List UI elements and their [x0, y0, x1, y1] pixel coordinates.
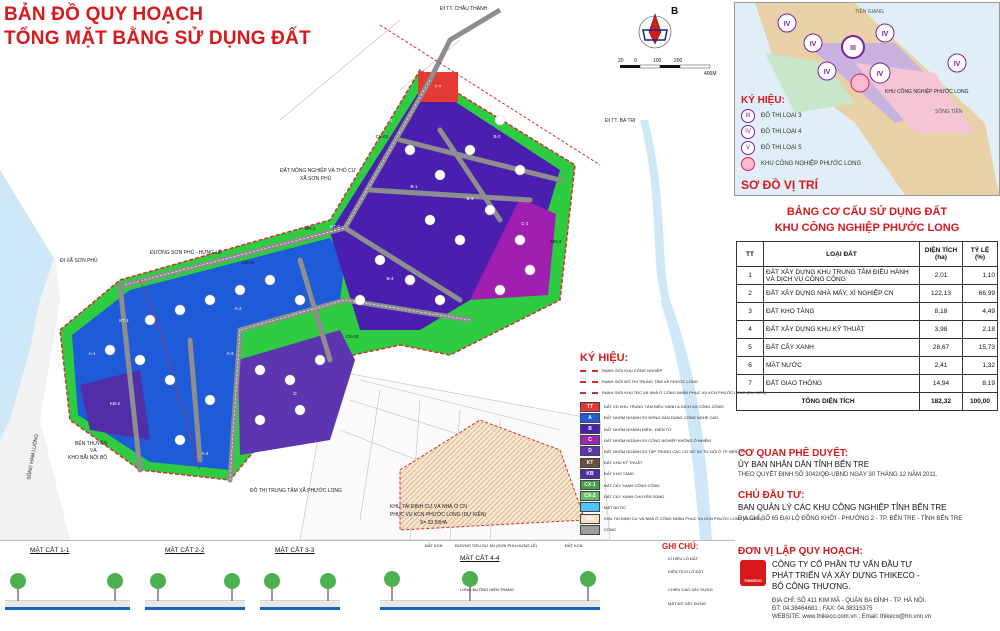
cell-tt: 2: [737, 285, 764, 303]
total-label: TỔNG DIỆN TÍCH: [737, 393, 920, 411]
planner-line-1: CÔNG TY CỔ PHẦN TƯ VẤN ĐẦU TƯ: [772, 560, 913, 569]
map-title-line-2: TỔNG MẶT BẰNG SỬ DỤNG ĐẤT: [4, 28, 311, 49]
label-duong-son-phu: ĐƯỜNG SƠN PHÚ - HƯNG LỄ: [150, 250, 222, 256]
table-row: [737, 375, 998, 393]
legend-swatch: C: [580, 435, 600, 445]
cell-tt: 1: [737, 267, 764, 285]
svg-text:IV: IV: [823, 69, 831, 76]
section-3-label: MẶT CẮT 3-3: [275, 547, 315, 554]
map-legend-item: [580, 491, 664, 501]
cell-loai-dat: ĐẤT XÂY DỰNG KHU TRUNG TÂM ĐIỀU HÀNH VÀ DỊCH VỤ CÔNG CỘNG: [764, 267, 920, 285]
section-4-top-2: ĐƯỜNG TIỂU DỰ ÁN (SƠN PHÚ-HƯNG LỄ): [455, 543, 537, 548]
legend-swatch: CX-2: [580, 491, 600, 501]
table-title-line-1: BẢNG CƠ CẤU SỬ DỤNG ĐẤT: [786, 206, 948, 218]
planner-line-2: PHÁT TRIỂN VÀ XÂY DỰNG THIKECO -: [772, 571, 920, 580]
cell-loai-dat: MẶT NƯỚC: [764, 357, 920, 375]
lot-label-a4: A-4: [201, 451, 209, 456]
map-legend-item: [580, 480, 660, 490]
map-legend-item: [580, 514, 762, 524]
location-legend-title: KÝ HIỆU:: [741, 95, 785, 106]
lot-label-d: D: [293, 391, 297, 396]
legend-label: ĐẤT CÂY XANH CHUYÊN DÙNG: [604, 493, 665, 499]
note-item: CHIỀU CAO XÂY DỰNG: [668, 587, 713, 592]
legend-label: RANH GIỚI KHU CÔNG NGHIỆP: [602, 368, 663, 373]
legend-label: ĐẤT NHÓM NGÀNH SX CÔNG NGHIỆP KHÔNG Ô NHIỄM: [604, 437, 711, 443]
lot-label-a3: A-3: [226, 351, 234, 356]
legend-line-symbol: [580, 381, 598, 383]
map-legend-item: [580, 502, 626, 512]
cell-loai-dat: ĐẤT CÂY XANH: [764, 339, 920, 357]
map-legend-item: [580, 424, 672, 434]
section-4-top-3: ĐẤT KCN: [565, 543, 583, 548]
note-item: KÍ HIỆU LÔ ĐẤT: [668, 556, 699, 561]
legend-label: KHU TÁI ĐỊNH CƯ VÀ NHÀ Ở CÔNG NHÂN PHỤC VỤ KCN PHƯỚC LONG (DỰ KIẾN): [604, 516, 763, 522]
location-legend-item: III ĐÔ THỊ LOẠI 3: [741, 109, 802, 123]
legend-line-symbol: [580, 392, 598, 394]
cell-tt: 7: [737, 375, 764, 393]
total-pct: 100,00: [963, 393, 998, 411]
label-port-3: KHO BÃI NỘI BỘ: [68, 455, 108, 461]
cell-dien-tich: 8,18: [920, 303, 963, 321]
svg-text:IV: IV: [809, 41, 817, 48]
lot-label-b1: B-1: [410, 184, 418, 189]
legend-label: ĐẤT XD KHU TRUNG TÂM ĐIỀU HÀNH & DỊCH VỤ CÔNG CỘNG: [604, 404, 724, 410]
table-row: [737, 339, 998, 357]
right-canal-2: [640, 120, 670, 300]
lot-label-mn2: MN-2: [550, 239, 562, 244]
map-legend-item: [580, 469, 634, 479]
lot-label-b2: B-2: [493, 134, 501, 139]
map-legend: [576, 352, 767, 542]
section-4-label: MẶT CẮT 4-4: [460, 555, 500, 562]
cell-tt: 4: [737, 321, 764, 339]
svg-text:IV: IV: [881, 31, 889, 38]
lot-label-a1: A-1: [88, 351, 96, 356]
cell-dien-tich: 14,94: [920, 375, 963, 393]
north-arrow-icon: [639, 6, 678, 48]
cell-dien-tich: 122,13: [920, 285, 963, 303]
table-row: [737, 267, 998, 285]
cell-loai-dat: ĐẤT KHO TÀNG: [764, 303, 920, 321]
road-north: [430, 10, 500, 80]
label-resettle-2: PHỤC VỤ KCN PHƯỚC LONG (DỰ KIẾN): [390, 512, 487, 518]
svg-text:200: 200: [674, 58, 683, 64]
north-label: B: [671, 6, 679, 17]
map-legend-title: KÝ HIỆU:: [580, 352, 629, 364]
map-legend-item: [580, 446, 746, 456]
cell-loai-dat: ĐẤT XÂY DỰNG KHU KỸ THUẬT: [764, 321, 920, 339]
map-legend-item: [580, 402, 724, 412]
label-resettle: KHU TÁI ĐỊNH CƯ VÀ NHÀ Ở CN: [390, 504, 467, 510]
svg-text:400M: 400M: [704, 71, 717, 77]
approval-line: ỦY BAN NHÂN DÂN TỈNH BẾN TRE: [738, 460, 870, 469]
th-dien-tich: DIỆN TÍCH (ha): [920, 242, 963, 267]
label-urban: ĐÔ THỊ TRUNG TÂM XÃ PHƯỚC LONG: [250, 488, 342, 494]
legend-swatch: [580, 525, 600, 535]
cell-tt: 3: [737, 303, 764, 321]
cell-ty-le: 66,99: [963, 285, 998, 303]
loc-river-top: TIỀN GIANG: [855, 9, 884, 15]
legend-label: ĐẤT NHÓM NGÀNH ĐIỆN - ĐIỆN TỬ: [604, 426, 672, 432]
approval-sub: THEO QUYẾT ĐỊNH SỐ 3042/QĐ-UBND NGÀY 30 THÁNG 12 NĂM 2011.: [738, 472, 938, 478]
svg-text:IV: IV: [953, 61, 961, 68]
section-1-label: MẶT CẮT 1-1: [30, 547, 70, 554]
legend-label: RANH GIỚI KHU TĐC VÀ NHÀ Ở CÔNG NHÂN PHỤC VỤ KCN PHƯỚC LONG (DỰ KIẾN): [602, 390, 767, 396]
loc-river-mid: SÔNG TIỀN: [935, 109, 963, 115]
table-row: [737, 357, 998, 375]
legend-swatch: CX-1: [580, 480, 600, 490]
legend-label: RANH GIỚI ĐÔ THỊ TRUNG TÂM XÃ PHƯỚC LONG: [602, 379, 698, 385]
section-4-top-1: ĐẤT KCN: [425, 543, 443, 548]
planner-web: WEBSITE: www.thikeco.com.vn ; Email: thikeco@hn.vnn.vn: [772, 614, 932, 620]
cell-dien-tich: 2,01: [920, 267, 963, 285]
cell-tt: 5: [737, 339, 764, 357]
table-row: [737, 303, 998, 321]
planner-line-3: BỘ CÔNG THƯƠNG.: [772, 582, 851, 591]
label-ag-land: ĐẤT NÔNG NGHIỆP VÀ THỔ CƯ: [280, 168, 356, 174]
map-legend-item: [580, 379, 698, 384]
label-river: SÔNG HÀM LUÔNG: [26, 433, 41, 481]
table-row: [737, 321, 998, 339]
cell-dien-tich: 2,41: [920, 357, 963, 375]
cell-dien-tich: 28,67: [920, 339, 963, 357]
legend-swatch: KT: [580, 458, 600, 468]
lot-label-tt: T-T: [434, 84, 442, 89]
thikeco-logo: THIKECO: [740, 560, 766, 586]
legend-label: MẶT NƯỚC: [604, 504, 627, 510]
location-panel-title: SƠ ĐỒ VỊ TRÍ: [741, 178, 818, 192]
svg-text:III: III: [850, 45, 856, 52]
svg-text:100: 100: [653, 58, 662, 64]
legend-label: ĐẤT NHÓM NGÀNH SX NÔNG SẢN DÙNG CÔNG NGHỆ CAO: [604, 415, 719, 421]
lot-label-kb1: KB-1: [382, 118, 394, 123]
cell-ty-le: 2,18: [963, 321, 998, 339]
cell-ty-le: 1,32: [963, 357, 998, 375]
note-item: MẬT ĐỘ XÂY DỰNG: [668, 601, 706, 606]
lot-label-cx03: CX-03: [345, 334, 359, 339]
label-ag-land-2: XÃ SƠN PHÚ: [300, 176, 332, 182]
lot-label-cx01: CX-01: [375, 134, 389, 139]
legend-label: ĐẤT KHU KỸ THUẬT: [604, 460, 643, 466]
legend-swatch: D: [580, 446, 600, 456]
legend-line-symbol: [580, 370, 598, 372]
legend-swatch: [580, 502, 600, 512]
legend-swatch: A: [580, 413, 600, 423]
svg-text:IV: IV: [783, 21, 791, 28]
table-header-row: [737, 242, 998, 267]
map-legend-item: [580, 413, 718, 423]
lot-label-mn1: MN-1: [304, 226, 316, 231]
label-port: BẾN THUYỀN: [75, 441, 108, 447]
investor-title: CHỦ ĐẦU TƯ:: [738, 490, 805, 501]
location-legend-item: KHU CÔNG NGHIỆP PHƯỚC LONG: [741, 157, 861, 171]
legend-swatch: TT: [580, 402, 600, 412]
label-road-ba-tri: ĐI TT. BA TRI: [605, 118, 636, 124]
label-resettle-area: S= 33,50HA: [420, 520, 448, 526]
cross-sections-drawing: [0, 541, 735, 626]
table-title-line-2: KHU CÔNG NGHIỆP PHƯỚC LONG: [774, 222, 960, 234]
location-legend-item: IV ĐÔ THỊ LOẠI 4: [741, 125, 802, 139]
planner-title: ĐƠN VỊ LẬP QUY HOẠCH:: [738, 546, 863, 557]
cell-dien-tich: 3,98: [920, 321, 963, 339]
cell-ty-le: 8,19: [963, 375, 998, 393]
lot-label-kt1: KT-1: [119, 318, 129, 323]
map-legend-item: [580, 368, 662, 373]
label-road-son-phu: ĐI XÃ SƠN PHÚ: [60, 258, 98, 264]
lot-label-c1: C-1: [521, 221, 529, 226]
lot-label-b4: B-4: [386, 276, 394, 281]
cell-ty-le: 15,73: [963, 339, 998, 357]
th-ty-le: TỶ LỆ (%): [963, 242, 998, 267]
section-2-label: MẶT CẮT 2-2: [165, 547, 205, 554]
legend-swatch: KB: [580, 469, 600, 479]
land-use-table: [736, 241, 998, 411]
svg-text:IV: IV: [876, 71, 884, 78]
scale-bar: [618, 58, 717, 77]
th-tt: TT: [737, 242, 764, 267]
planner-address: ĐỊA CHỈ: SỐ 411 KIM MÃ - QUẬN BA ĐÌNH - TP. HÀ NỘI.: [772, 598, 927, 604]
cell-ty-le: 1,10: [963, 267, 998, 285]
cross-sections-strip: [0, 540, 735, 626]
legend-label: ĐẤT KHO TÀNG: [604, 471, 634, 477]
svg-text:0: 0: [634, 58, 637, 64]
lot-label-cx02: CX-02: [241, 260, 255, 265]
lot-label-kb2: KB-2: [109, 401, 121, 406]
location-panel: [734, 2, 1000, 196]
map-legend-item: [580, 458, 642, 468]
location-legend-item: V ĐÔ THỊ LOẠI 5: [741, 141, 802, 155]
cell-tt: 6: [737, 357, 764, 375]
label-road-top: ĐI TT. CHÂU THÀNH: [440, 6, 488, 12]
investor-line: BAN QUẢN LÝ CÁC KHU CÔNG NGHIỆP TỈNH BẾN TRE: [738, 503, 947, 512]
notes-title: GHI CHÚ:: [662, 542, 699, 551]
map-legend-item: [580, 525, 616, 535]
loc-kcn-label: KHU CÔNG NGHIỆP PHƯỚC LONG: [885, 89, 969, 95]
planner-phone: ĐT: 04.38464681 ; FAX: 04.38315375: [772, 606, 873, 612]
investor-sub: ĐỊA CHỈ SỐ 65 ĐẠI LỘ ĐỒNG KHỞI - PHƯỜNG 2 - TP. BẾN TRE - TỈNH BẾN TRE: [738, 516, 963, 522]
th-loai-dat: LOẠI ĐẤT: [764, 242, 920, 267]
approval-title: CƠ QUAN PHÊ DUYỆT:: [738, 448, 849, 459]
table-row: [737, 285, 998, 303]
section-4-mid: LONG ĐƯỜNG HIỆN TRẠNG: [460, 587, 514, 592]
table-total-row: [737, 393, 998, 411]
lot-label-a2: A-2: [234, 306, 242, 311]
cell-loai-dat: ĐẤT GIAO THÔNG: [764, 375, 920, 393]
legend-label: CỐNG: [604, 527, 616, 533]
legend-label: ĐẤT CÂY XANH CÔNG CỘNG: [604, 482, 660, 488]
lot-label-b3: B-3: [466, 196, 474, 201]
svg-text:20: 20: [618, 58, 624, 64]
total-area: 182,32: [920, 393, 963, 411]
map-legend-item: [580, 435, 711, 445]
legend-swatch: MN: [580, 514, 600, 524]
note-item: DIỆN TÍCH LÔ ĐẤT: [668, 569, 704, 574]
map-title-line-1: BẢN ĐỒ QUY HOẠCH: [4, 4, 204, 25]
lot-label-kt2: KT-2: [330, 224, 340, 229]
cell-ty-le: 4,49: [963, 303, 998, 321]
legend-swatch: B: [580, 424, 600, 434]
legend-label: ĐẤT NHÓM NGÀNH SX TẬP TRUNG CÁC CƠ SỞ SX TỪ NỘI Ô TP. BẾN TRE: [604, 448, 747, 454]
cell-loai-dat: ĐẤT XÂY DỰNG NHÀ MÁY, XÍ NGHIỆP CN: [764, 285, 920, 303]
label-port-2: VÀ: [90, 448, 97, 454]
